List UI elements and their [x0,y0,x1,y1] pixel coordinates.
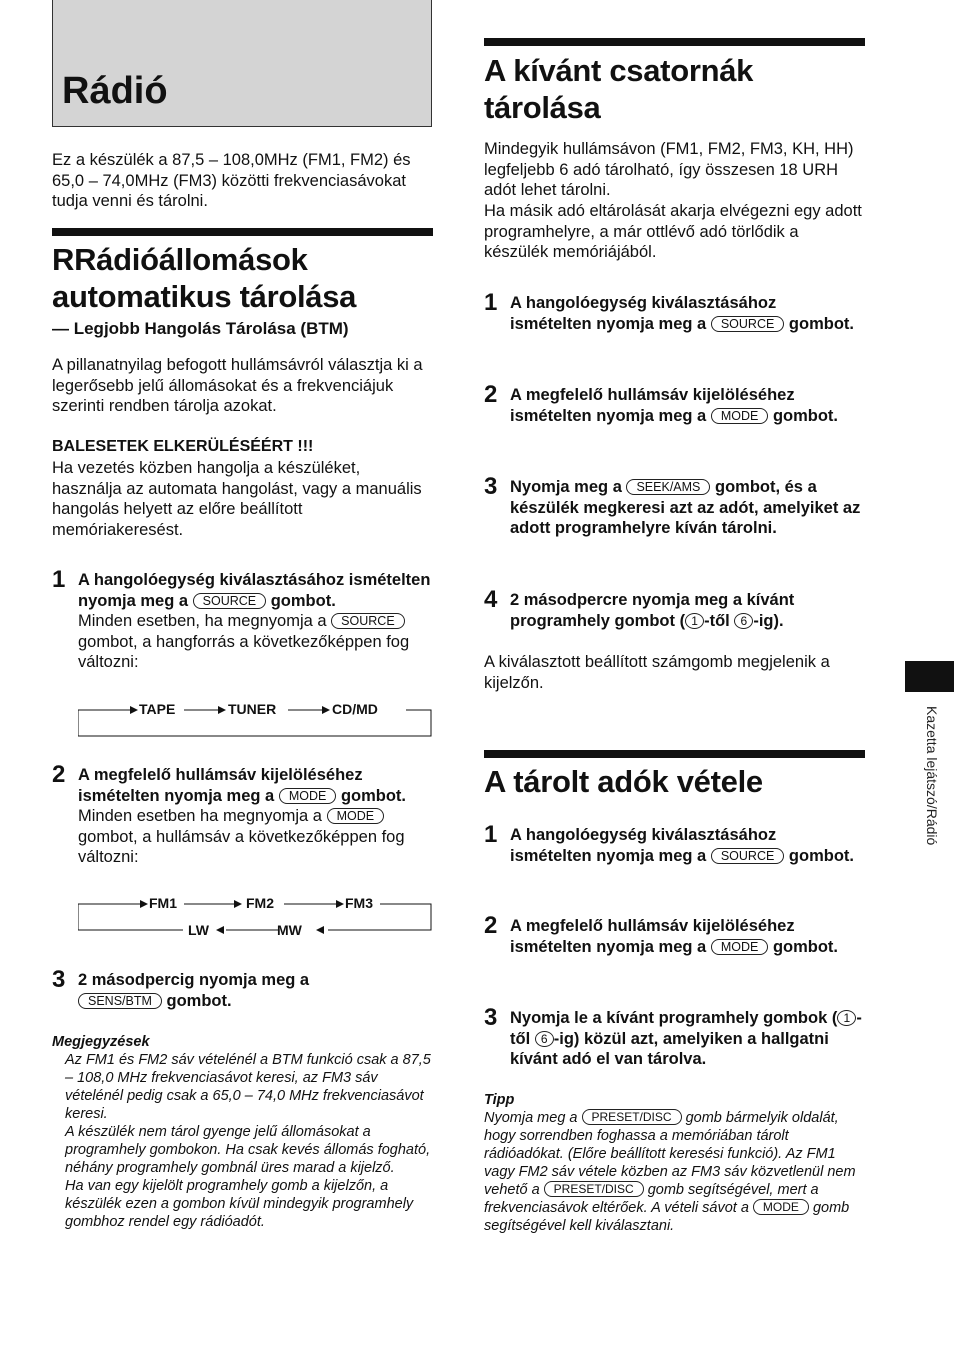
flow-lw: LW [188,922,209,938]
btm-heading [52,241,433,315]
preset-6-button: 6 [535,1031,554,1047]
btm-heading-line1: RRádióállomások [52,242,308,277]
mode-button: MODE [711,939,769,955]
step-instruction-end: -ig) közül azt, amelyiken a hallgatni kívánt adó el van tárolva. [510,1029,829,1068]
step-instruction-mid: -től [510,1009,862,1048]
mode-button: MODE [711,408,769,424]
step-instruction: 2 másodpercre nyomja meg a kívánt programhely gombot ( [510,591,795,630]
step-instruction-end: gombot. [772,937,839,956]
tip-text-1: Nyomja meg a [484,1110,578,1126]
step-instruction: A megfelelő hullámsáv kijelöléséhez ismételten nyomja meg a [510,917,795,956]
mode-button: MODE [753,1199,809,1215]
flow-fm2: FM2 [246,895,274,911]
step-instruction-end: gombot, és a készülék megkeresi azt az adót, amelyiket az adott programhelyre kíván tárolni. [510,478,861,537]
notes-list [65,1051,437,1231]
step-instruction-mid: -től [704,611,730,630]
step-number: 2 [484,381,498,408]
warning-title: BALESETEK ELKERÜLÉSÉÉRT !!! [52,438,314,455]
step-instruction: A hangolóegység kiválasztásához ismételten nyomja meg a [510,294,777,333]
seek-ams-button: SEEK/AMS [626,479,710,495]
store-paragraph-1: Mindegyik hullámsávon (FM1, FM2, FM3, KH, HH) legfeljebb 6 adó tárolható, így összesen 18 URH adót lehet tárolni. [484,140,854,199]
notes-title: Megjegyzések [52,1034,150,1050]
step-detail: Minden esetben, ha megnyomja a [78,612,327,630]
section-rule-btm [52,228,433,236]
source-flow-diagram [78,700,432,738]
section-rule-receive [484,750,865,758]
flow-fm1: FM1 [149,895,177,911]
source-button: SOURCE [711,316,784,332]
side-tab-label: Kazetta lejátszó/Rádió [924,706,940,846]
step-detail: Minden esetben ha megnyomja a [78,807,322,825]
step-number: 4 [484,586,498,613]
step-instruction-end: gombot. [270,591,336,610]
title-box [52,0,432,127]
preset-1-button: 1 [837,1010,856,1026]
step-number: 3 [52,966,66,993]
step-instruction: A hangolóegység kiválasztásához ismételten nyomja meg a [510,826,777,865]
source-button: SOURCE [711,848,784,864]
flow-tape: TAPE [139,701,176,717]
step-instruction: A megfelelő hullámsáv kijelöléséhez ismételten nyomja meg a [510,386,795,425]
mode-button: MODE [279,788,337,804]
note-item: Ha van egy kijelölt programhely gomb a kijelzőn, a készülék ezen a gombon kívül mindegyik programhely gombhoz rendel egy rádióadót. [65,1178,414,1230]
preset-disc-button: PRESET/DISC [544,1181,644,1197]
source-button: SOURCE [193,593,266,609]
store-paragraph-2: Ha másik adó eltárolását akarja elvégezni egy adott programhelyre, a már ottlévő adó törlődik a készülék memóriájából. [484,202,862,261]
step-number: 2 [484,912,498,939]
step-detail-end: gombot, a hangforrás a következőképpen fog változni: [78,632,410,671]
section-rule-store [484,38,865,46]
step-instruction-end: -ig). [753,611,784,630]
preset-6-button: 6 [734,613,753,629]
step-number: 1 [52,566,66,593]
btm-paragraph: A pillanatnyilag befogott hullámsávról választja ki a legerősebb jelű állomásokat és a frekvenciájuk szerinti rendben tárolja azokat. [52,356,423,415]
step-instruction: A megfelelő hullámsáv kijelöléséhez ismételten nyomja meg a [78,766,363,805]
sens-btm-button: SENS/BTM [78,993,162,1009]
mode-button: MODE [327,808,385,824]
flow-mw: MW [277,922,302,938]
tip-title: Tipp [484,1092,515,1108]
step-instruction: 2 másodpercig nyomja meg a [78,971,310,989]
flow-tuner: TUNER [228,701,277,717]
step-instruction: Nyomja meg a [510,478,622,496]
note-item: A készülék nem tárol gyenge jelű állomásokat a programhely gombokon. Ha csak kevés állomás fogható, néhány programhely gombnál üres marad a kijelző. [65,1124,431,1176]
step-instruction-end: gombot. [340,786,407,805]
tip-text [484,1109,856,1235]
step-instruction: Nyomja le a kívánt programhely gombok ( [510,1009,838,1027]
store-heading-line1: A kívánt csatornák [484,53,754,88]
preset-1-button: 1 [685,613,704,629]
store-heading-line2: tárolása [484,90,601,125]
step-instruction-end: gombot. [772,406,839,425]
flow-cdmd: CD/MD [332,701,378,717]
step-number: 1 [484,821,498,848]
receive-heading: A tárolt adók vétele [484,764,763,799]
step-instruction-end: gombot. [166,991,232,1010]
band-flow-diagram [78,894,432,940]
step-instruction-end: gombot. [788,846,854,865]
warning-text: Ha vezetés közben hangolja a készüléket, használja az automata hangolást, vagy a manuális hangolás helyett az előre beállított memóriakeresést. [52,459,422,539]
tip-text-2: gomb bármelyik oldalát, hogy sorrendben foghassa a memóriában tárolt rádióadókat. (Előre beállított keresési funkció). Az FM1 vagy FM2 sáv vétele közben az FM3 sáv közvetlenül nem vehető a [484,1110,856,1198]
store-heading [484,52,865,126]
side-tab-marker [905,661,954,692]
step-number: 3 [484,1004,498,1031]
intro-paragraph: Ez a készülék a 87,5 – 108,0MHz (FM1, FM2) és 65,0 – 74,0MHz (FM3) közötti frekvenciasávokat tudja venni és tárolni. [52,151,411,210]
step-number: 1 [484,289,498,316]
btm-heading-line2: automatikus tárolása [52,279,357,314]
step-instruction: A hangolóegység kiválasztásához ismételten nyomja meg a [78,571,431,610]
tip-text-3: gomb segítségével, mert a frekvenciasávok eltérőek. A vételi sávot a [484,1182,819,1216]
btm-subheading: — Legjobb Hangolás Tárolása (BTM) [52,319,349,338]
preset-disc-button: PRESET/DISC [582,1109,682,1125]
note-item: Az FM1 és FM2 sáv vételénél a BTM funkció csak a 87,5 – 108,0 MHz frekvenciasávot keresi, az FM3 sáv vételénél pedig csak a 65,0 – 74,0 MHz frekvenciasávot keresi. [65,1052,431,1122]
tip-text-4: gomb segítségével kell kiválasztani. [484,1200,850,1234]
page-title: Rádió [62,70,168,112]
flow-fm3: FM3 [345,895,373,911]
step-detail-end: gombot, a hullámsáv a következőképpen fog változni: [78,827,405,866]
store-after-text: A kiválasztott beállított számgomb megjelenik a kijelzőn. [484,653,830,692]
source-button: SOURCE [331,613,404,629]
step-number: 3 [484,473,498,500]
step-number: 2 [52,761,66,788]
step-instruction-end: gombot. [788,314,854,333]
